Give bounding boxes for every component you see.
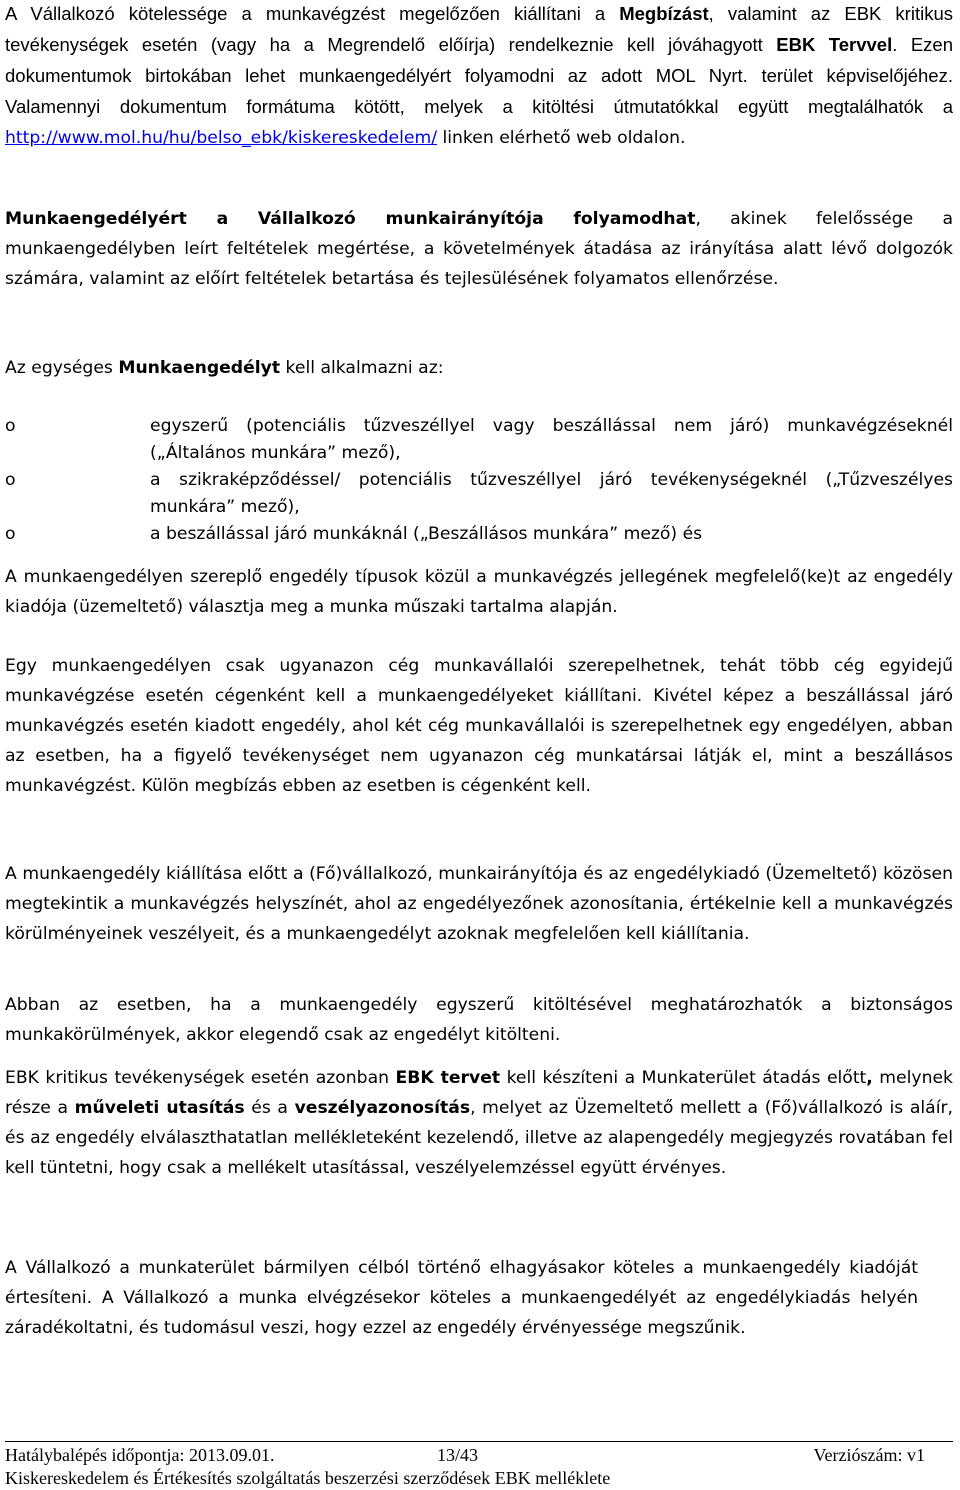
list-item-text: a beszállással járó munkáknál („Beszállásos munkára” mező) és (150, 524, 703, 544)
list-item (5, 521, 953, 548)
ebk-text-2: kell készíteni a Munkaterület átadás előtt (500, 1068, 867, 1088)
list-item-text: a szikraképződéssel/ potenciális tűzveszéllyel járó tevékenységeknél („Tűzveszélyes munkára” mező), (150, 470, 953, 517)
effective-date: Hatálybalépés időpontja: 2013.09.01. (5, 1445, 275, 1465)
ebk-bold-comma: , (866, 1068, 873, 1088)
ebk-text-3: melynek része a (5, 1068, 953, 1118)
intro-bold-ebk-terv: EBK Tervvel (776, 34, 893, 55)
paragraph-intro (5, 0, 953, 153)
paragraph-applicant (5, 204, 953, 294)
applicant-bold: Munkaengedélyért a Vállalkozó munkairányítója folyamodhat (5, 209, 696, 229)
paragraph-simple-fill: Abban az esetben, ha a munkaengedély egyszerű kitöltésével meghatározhatók a biztonságos munkakörülmények, akkor elegendő csak az engedélyt kitölteni. (5, 995, 953, 1045)
list-item-text: egyszerű (potenciális tűzveszéllyel vagy beszállással nem járó) munkavégzéseknél („Általános munkára” mező), (150, 416, 953, 463)
version-number: Verziószám: v1 (813, 1445, 925, 1465)
unified-text-1: Az egységes (5, 358, 119, 378)
footer-line-2 (5, 1467, 925, 1489)
bullet-marker: o (5, 416, 16, 436)
paragraph-site-visit: A munkaengedély kiállítása előtt a (Fő)vállalkozó, munkairányítója és az engedélykiadó (Üzemeltető) közösen megtekintik a munkavégzés helyszínét, ahol az engedélyezőnek azonosítania, értékelnie kell a munkavégzés körülményeinek veszélyeit, és a munkaengedélyt azoknak megfelelően kell kiállítania. (5, 864, 953, 944)
intro-text-2: , valamint az EBK kritikus tevékenységek esetén (vagy ha a Megrendelő előírja) rendelkeznie kell jóváhagyott (5, 3, 953, 55)
intro-bold-megbizas: Megbízást (619, 3, 709, 24)
page-number: 13/43 (437, 1445, 479, 1465)
bullet-marker: o (5, 524, 16, 544)
paragraph-leaving-site: A Vállalkozó a munkaterület bármilyen célból történő elhagyásakor köteles a munkaengedély kiadóját értesíteni. A Vállalkozó a munka elvégzésekor köteles a munkaengedélyét az engedélykiadás helyén záradékoltatni, és tudomásul veszi, hogy ezzel az engedély érvényessége megszűnik. (5, 1258, 918, 1338)
paragraph-ebk-critical (5, 1063, 953, 1183)
paragraph-one-company: Egy munkaengedélyen csak ugyanazon cég munkavállalói szerepelhetnek, tehát több cég egyidejű munkavégzése esetén cégenként kell a munkaengedélyeket kiállítani. Kivétel képez a beszállással járó munkavégzés esetén kiadott engedély, ahol két cég munkavállalói is szerepelhetnek egy engedélyen, abban az esetben, ha a figyelő tevékenységet nem ugyanazon cég munkatársai látják el, mint a beszállásos munkavégzést. Külön megbízás ebben az esetben is cégenként kell. (5, 656, 953, 796)
list-item (5, 413, 953, 467)
ebk-text-4: és a (244, 1098, 295, 1118)
footer-divider (5, 1441, 953, 1442)
unified-bold: Munkaengedélyt (118, 358, 281, 378)
intro-text-4: linken elérhető web oldalon. (437, 128, 686, 148)
intro-text-3: . Ezen dokumentumok birtokában lehet munkaengedélyért folyamodni az adott MOL Nyrt. terület képviselőjéhez. Valamennyi dokumentum formátuma kötött, melyek a kitöltési útmutatókkal együtt megtalálhatók a (5, 34, 953, 117)
ebk-text-5: , melyet az Üzemeltető mellett a (Fő)vállalkozó is aláír, és az engedély elválaszthatatlan mellékleteként kezelendő, illetve az alapengedély megjegyzés rovatában fel kell tüntetni, hogy csak a mellékelt utasítással, veszélyelemzéssel együtt érvényes. (5, 1098, 953, 1178)
paragraph-unified-permit (5, 353, 953, 383)
list-item (5, 467, 953, 521)
ebk-bold-terv: EBK tervet (395, 1068, 501, 1088)
mol-ebk-link[interactable]: http://www.mol.hu/hu/belso_ebk/kiskereskedelem/ (5, 128, 438, 148)
paragraph-permit-types: A munkaengedélyen szereplő engedély típusok közül a munkavégzés jellegének megfelelő(ke)t az engedély kiadója (üzemeltető) választja meg a munka műszaki tartalma alapján. (5, 567, 953, 617)
permit-type-list (5, 413, 953, 548)
document-title: Kiskereskedelem és Értékesítés szolgáltatás beszerzési szerződések EBK melléklete (5, 1468, 611, 1488)
ebk-text-1: EBK kritikus tevékenységek esetén azonban (5, 1068, 396, 1088)
applicant-text: , akinek felelőssége a munkaengedélyben leírt feltételek megértése, a követelmények átadása az irányítása alatt lévő dolgozók számára, valamint az előírt feltételek betartása és tejlesülésének folyamatos ellenőrzése. (5, 209, 953, 289)
ebk-bold-muveleti: műveleti utasítás (74, 1098, 245, 1118)
unified-text-2: kell alkalmazni az: (280, 358, 444, 378)
bullet-marker: o (5, 470, 16, 490)
intro-text-1: A Vállalkozó kötelessége a munkavégzést megelőzően kiállítani a (5, 3, 620, 24)
footer-line-1 (5, 1444, 925, 1466)
ebk-bold-veszely: veszélyazonosítás (294, 1098, 471, 1118)
